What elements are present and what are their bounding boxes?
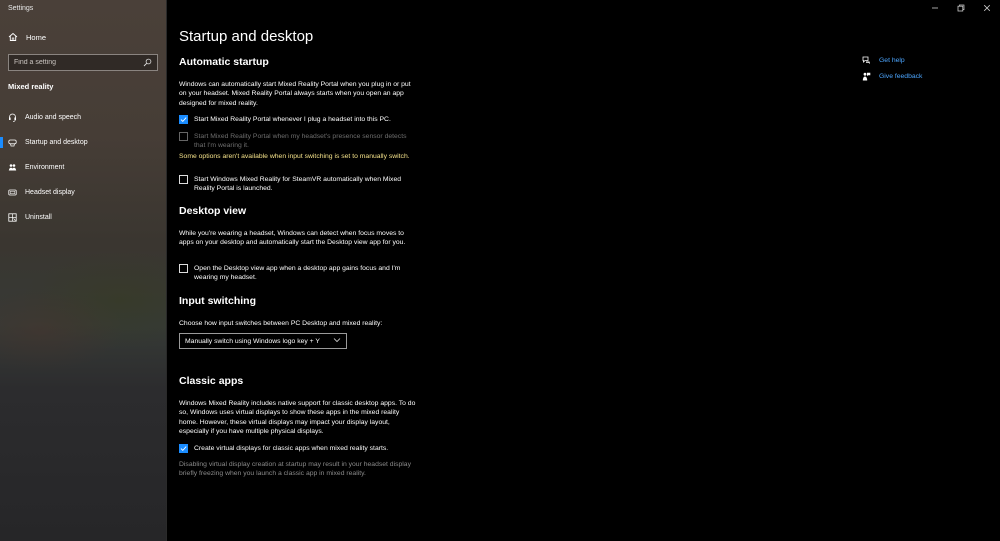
nav-list bbox=[0, 105, 166, 230]
automatic-startup-heading: Automatic startup bbox=[179, 56, 269, 68]
sidebar-item-startup-and-desktop[interactable] bbox=[0, 130, 166, 155]
sidebar bbox=[0, 0, 166, 541]
close-button[interactable] bbox=[974, 0, 1000, 16]
sidebar-item-audio-and-speech[interactable] bbox=[0, 105, 166, 130]
get-help-link[interactable] bbox=[862, 52, 922, 68]
headset-display-icon bbox=[8, 188, 17, 197]
close-icon bbox=[983, 0, 991, 17]
home-label: Home bbox=[26, 32, 47, 42]
checkbox-label: Start Windows Mixed Reality for SteamVR automatically when Mixed Reality Portal is launched. bbox=[194, 176, 402, 193]
checkbox-unchecked[interactable] bbox=[179, 175, 188, 184]
classic-apps-heading: Classic apps bbox=[179, 375, 244, 387]
desktop-view-heading: Desktop view bbox=[179, 205, 247, 217]
dropdown-selected-value: Manually switch using Windows logo key + Y bbox=[185, 337, 320, 345]
classic-apps-description: Windows Mixed Reality includes native support for classic desktop apps. To do so, Windows uses virtual displays to show these apps in the mixed reality home. However, these virtual displays may impact your display layout, especially if you have multiple physical displays. bbox=[179, 400, 416, 435]
window-controls bbox=[922, 0, 1000, 16]
create-virtual-displays-checkbox[interactable] bbox=[179, 444, 424, 453]
start-portal-on-plug-checkbox[interactable] bbox=[179, 115, 424, 124]
input-switching-dropdown[interactable] bbox=[179, 333, 347, 349]
mixed-reality-headset-icon bbox=[8, 138, 17, 147]
restore-button[interactable] bbox=[948, 0, 974, 16]
give-feedback-label: Give feedback bbox=[879, 72, 923, 80]
checkbox-label: Open the Desktop view app when a desktop app gains focus and I'm wearing my headset. bbox=[194, 265, 401, 282]
automatic-startup-description: Windows can automatically start Mixed Reality Portal when you plug in or put on your headset. Mixed Reality Portal always starts when you open an app designed for mixed reality. bbox=[179, 81, 411, 107]
give-feedback-icon bbox=[862, 72, 871, 81]
search-icon[interactable] bbox=[143, 58, 152, 67]
search-box[interactable] bbox=[8, 54, 158, 71]
help-links bbox=[862, 52, 922, 84]
sidebar-item-label: Uninstall bbox=[25, 214, 52, 221]
app-title: Settings bbox=[8, 5, 34, 12]
uninstall-icon bbox=[8, 213, 17, 222]
open-desktop-view-checkbox[interactable] bbox=[179, 264, 424, 283]
chevron-down-icon bbox=[333, 337, 341, 345]
sidebar-item-uninstall[interactable] bbox=[0, 205, 166, 230]
checkbox-label: Start Mixed Reality Portal whenever I plug a headset into this PC. bbox=[194, 116, 391, 123]
headset-mic-icon bbox=[8, 113, 17, 122]
virtual-displays-note: Disabling virtual display creation at startup may result in your headset display briefly freezing when you launch a classic app in mixed reality. bbox=[179, 461, 411, 478]
checkbox-disabled bbox=[179, 132, 188, 141]
search-input[interactable] bbox=[14, 59, 134, 66]
sidebar-item-environment[interactable] bbox=[0, 155, 166, 180]
checkbox-label: Start Mixed Reality Portal when my headset's presence sensor detects that I'm wearing it. bbox=[194, 133, 407, 150]
home-icon bbox=[8, 32, 18, 42]
start-portal-presence-sensor-checkbox bbox=[179, 132, 424, 151]
input-switching-description: Choose how input switches between PC Desktop and mixed reality: bbox=[179, 320, 383, 327]
section-label: Mixed reality bbox=[8, 82, 54, 91]
environment-icon bbox=[8, 163, 17, 172]
sidebar-item-label: Headset display bbox=[25, 189, 75, 196]
desktop-view-description: While you're wearing a headset, Windows can detect when focus moves to apps on your desktop and automatically start the Desktop view app for you. bbox=[179, 230, 406, 247]
input-switching-heading: Input switching bbox=[179, 295, 256, 307]
page-title: Startup and desktop bbox=[179, 28, 314, 45]
sidebar-item-label: Startup and desktop bbox=[25, 139, 88, 146]
get-help-icon bbox=[862, 56, 871, 65]
sidebar-item-label: Audio and speech bbox=[25, 114, 82, 121]
checkbox-checked[interactable] bbox=[179, 444, 188, 453]
give-feedback-link[interactable] bbox=[862, 68, 922, 84]
checkbox-label: Create virtual displays for classic apps when mixed reality starts. bbox=[194, 445, 389, 452]
restore-icon bbox=[957, 0, 965, 17]
get-help-label: Get help bbox=[879, 56, 905, 64]
sidebar-item-headset-display[interactable] bbox=[0, 180, 166, 205]
checkbox-checked[interactable] bbox=[179, 115, 188, 124]
checkbox-unchecked[interactable] bbox=[179, 264, 188, 273]
minimize-button[interactable] bbox=[922, 0, 948, 16]
minimize-icon bbox=[931, 0, 939, 17]
home-button[interactable] bbox=[8, 32, 46, 42]
start-steamvr-checkbox[interactable] bbox=[179, 175, 424, 194]
sidebar-item-label: Environment bbox=[25, 164, 65, 171]
input-switching-notice: Some options aren't available when input switching is set to manually switch. bbox=[179, 153, 410, 160]
sidebar-divider bbox=[166, 0, 167, 541]
